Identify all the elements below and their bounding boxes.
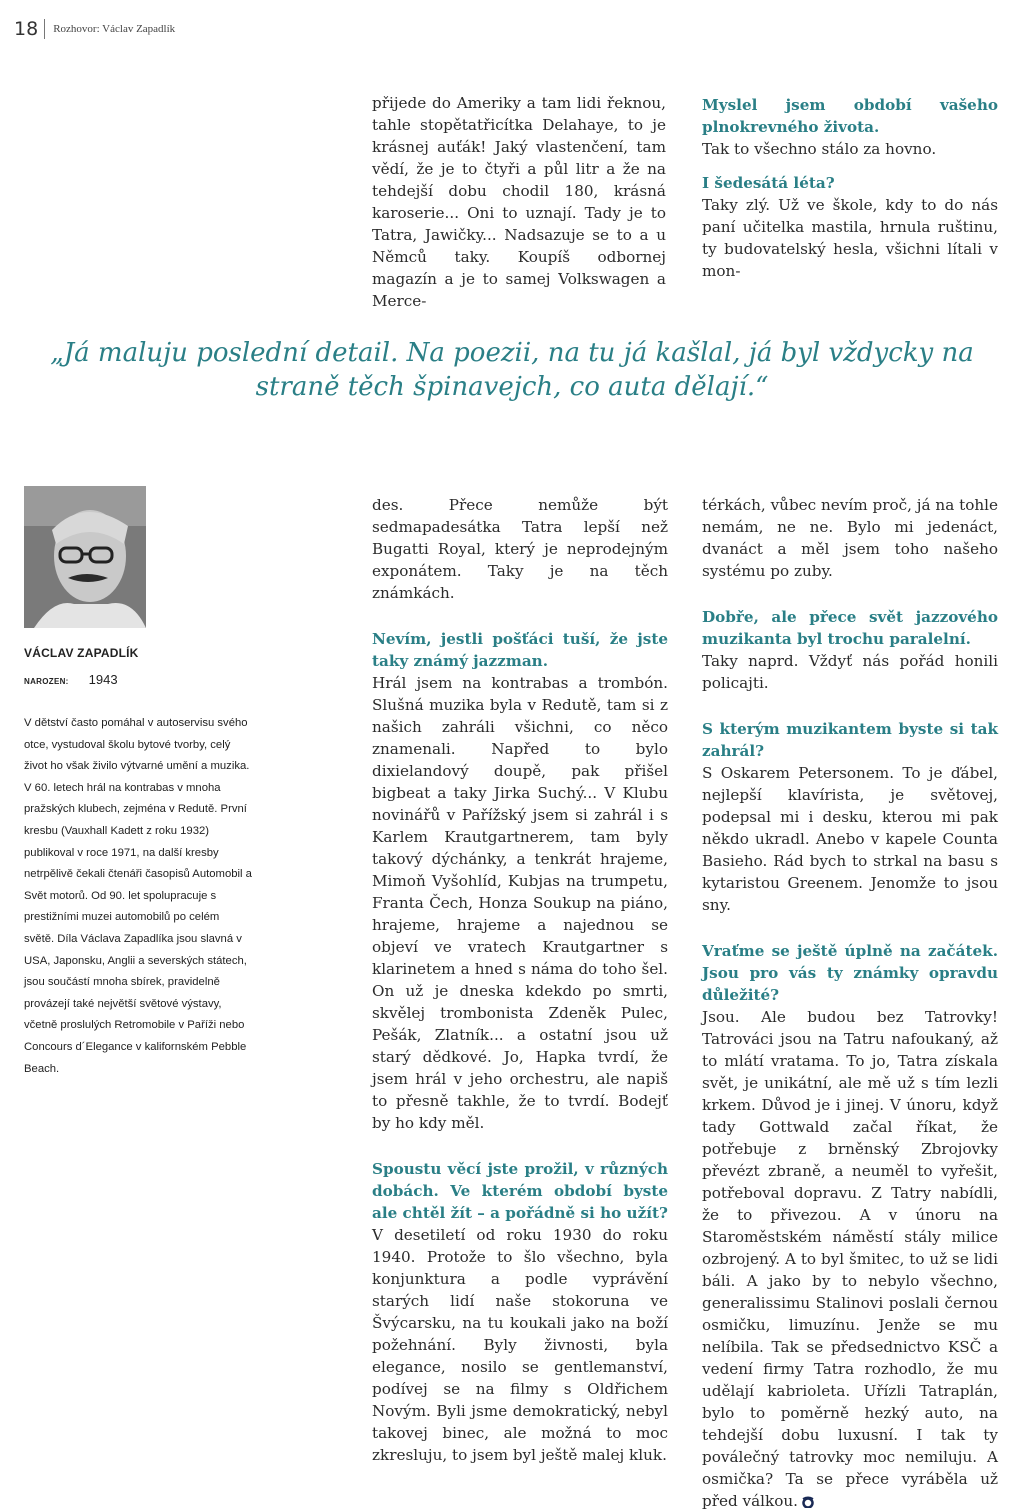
interview-answer	[702, 1006, 998, 1512]
answer-text: Jsou. Ale budou bez Tatrovky! Tatrováci jsou na Tatru nafoukaný, až to mlátí vratama. To jo, Tatra získala svět, je unikátní, ale mě už s tím lezli krkem. Důvod je i jinej. V únoru, když tady Gottwald začal říkat, že potřebuje z brněnský Zbrojovky převézt zbraně, a neuměl to vyřešit, potřeboval dopravu. Z Tatry nabídli, že to přivezou. A v únoru na Staroměstském náměstí stály milice ozbrojený. A to byl šmitec, to už se lidi báli. A jako by to nebylo všechno, generalissimu Stalinovi poslali černou osmičku, limuzínu. Jenže se mu nelíbila. Tak se předsednictvo KSČ a vedení firmy Tatra rozhodlo, že mu udělají kabrioleta. Uřízli Tatraplán, bylo to poměrně hezký auto, na tehdejší dobu luxusní. I tak ty poválečný tatrovky moc nemiluju. A osmička? Ta se přece vyráběla už před válkou.	[702, 1008, 998, 1510]
page-number: 18	[14, 18, 39, 40]
birth-info	[24, 672, 252, 687]
born-label: NAROZEN:	[24, 677, 69, 686]
interview-answer: Hrál jsem na kontrabas a trombón. Slušná muzika byla v Redutě, tam si z našich zahráli všichni, co něco znamenali. Napřed to bylo dixielandový doupě, pak přišel bigbeat a taky Jirka Suchý... V Klubu novinářů v Pařížský jsem si zahrál i s Karlem Krautgartnerem, tam byly takový dýchánky, a tenkrát hrajeme, Mimoň Vyšohlíd, Kubjas na trumpetu, Franta Čech, Honza Soukup na piáno, hrajeme, hrajeme a najednou se objeví ve vratech Krautgartner s klarinetem a hned s náma do toho šel. On už je dneska kdekdo po smrti, skvělej trombonista Zdeněk Pulec, Pešák, Zlatník... a ostatní jsou už starý dědkové. Jo, Hapka tvrdí, že jsem hrál v jeho orchestru, ale napiš to přesně takhle, že to tvrdí. Bodejť by ho kdy měl.	[372, 674, 668, 1132]
author-name: VÁCLAV ZAPADLÍK	[24, 646, 139, 660]
interview-answer: térkách, vůbec nevím proč, já na tohle nemám, ne ne. Bylo mi jedenáct, dvanáct a měl jsem toho našeho systému po zuby.	[702, 496, 998, 580]
interview-answer: Tak to všechno stálo za hovno.	[702, 140, 937, 158]
top-column-3	[702, 94, 998, 282]
interview-answer: S Oskarem Petersonem. To je ďábel, nejlepší klavírista, je světovej, podepsal mi i desku, kterou mi pak někdo ukradl. Anebo v kapele Counta Basieho. Rád bych to strkal na basu s kytaristou Greenem. Jenomže to jsou sny.	[702, 764, 998, 914]
top-column-2	[372, 92, 666, 312]
header-divider	[44, 19, 45, 39]
interview-question: Spoustu věcí jste prožil, v různých dobách. Ve kterém období byste ale chtěl žít – a pořádně si ho užít?	[372, 1160, 668, 1222]
portrait-image	[24, 486, 146, 628]
interview-question: Vraťme se ještě úplně na začátek. Jsou pro vás ty známky opravdu důležité?	[702, 942, 998, 1004]
author-sidebar	[24, 646, 252, 1080]
bottom-column-2	[372, 494, 668, 1466]
portrait-photo	[24, 486, 146, 628]
author-bio: V dětství často pomáhal v autoservisu svého otce, vystudoval školu bytové tvorby, celý život ho však živilo výtvarné umění a muzika. V 60. letech hrál na kontrabas v mnoha pražských klubech, zejména v Redutě. První kresbu (Vauxhall Kadett z roku 1932) publikoval v roce 1971, na další kresby netrpělivě čekali čtenáři časopisů Automobil a Svět motorů. Od 90. let spolupracuje s prestižními muzei automobilů po celém světě. Díla Václava Zapadlíka jsou slavná v USA, Japonsku, Anglii a severských státech, jsou součástí mnoha sbírek, pravidelně provázejí také největší světové výstavy, včetně proslulých Retromobile v Paříži nebo Concours d´Elegance v kalifornském Pebble Beach.	[24, 717, 252, 1075]
pull-quote: „Já maluju poslední detail. Na poezii, na tu já kašlal, já byl vždycky na straně těch špinavejch, co auta dělají.“	[50, 338, 974, 402]
interview-question: Myslel jsem období vašeho plnokrevného života.	[702, 96, 998, 136]
interview-question: I šedesátá léta?	[702, 174, 835, 192]
interview-question: S kterým muzikantem byste si tak zahrál?	[702, 720, 998, 760]
interview-answer: Taky naprd. Vždyť nás pořád honili policajti.	[702, 652, 998, 692]
section-title: Rozhovor: Václav Zapadlík	[53, 23, 176, 35]
interview-answer: Taky zlý. Už ve škole, kdy to do nás paní učitelka mastila, hrnula ruštinu, ty budovatelský hesla, všichni lítali v mon-	[702, 196, 998, 280]
interview-question: Dobře, ale přece svět jazzového muzikanta byl trochu paralelní.	[702, 608, 998, 648]
interview-question: Nevím, jestli pošťáci tuší, že jste taky známý jazzman.	[372, 630, 668, 670]
interview-answer: des. Přece nemůže být sedmapadesátka Tatra lepší než Bugatti Royal, který je neprodejným exponátem. Taky je na těch známkách.	[372, 496, 668, 602]
bottom-column-3	[702, 494, 998, 1512]
interview-answer: V desetiletí od roku 1930 do roku 1940. Protože to šlo všechno, byla konjunktura a podle vyprávění starých lidí naše stokoruna ve Švýcarsku, na tu koukali jako na boží požehnání. Byly živnosti, byla elegance, nosilo se gentlemanství, podívej se na filmy s Oldřichem Novým. Byli jsme demokratický, nebyl takovej binec, ale možná to moc zkresluju, to jsem byl ještě malej kluk.	[372, 1226, 668, 1464]
end-of-article-icon	[802, 1496, 814, 1508]
paragraph: přijede do Ameriky a tam lidi řeknou, tahle stopětatřicítka Delahaye, to je krásnej auťák! Jaký vlastenčení, tam vědí, že je to čtyři a půl litr a že na tehdejší dobu chodil 180, krásná karoserie... Oni to uznají. Tady je to Tatra, Jawičky... Nadsazuje se to a u Němců taky. Koupíš odbornej magazín a je to samej Volkswagen a Merce-	[372, 94, 666, 310]
born-year: 1943	[88, 672, 118, 687]
page-header	[14, 18, 175, 40]
